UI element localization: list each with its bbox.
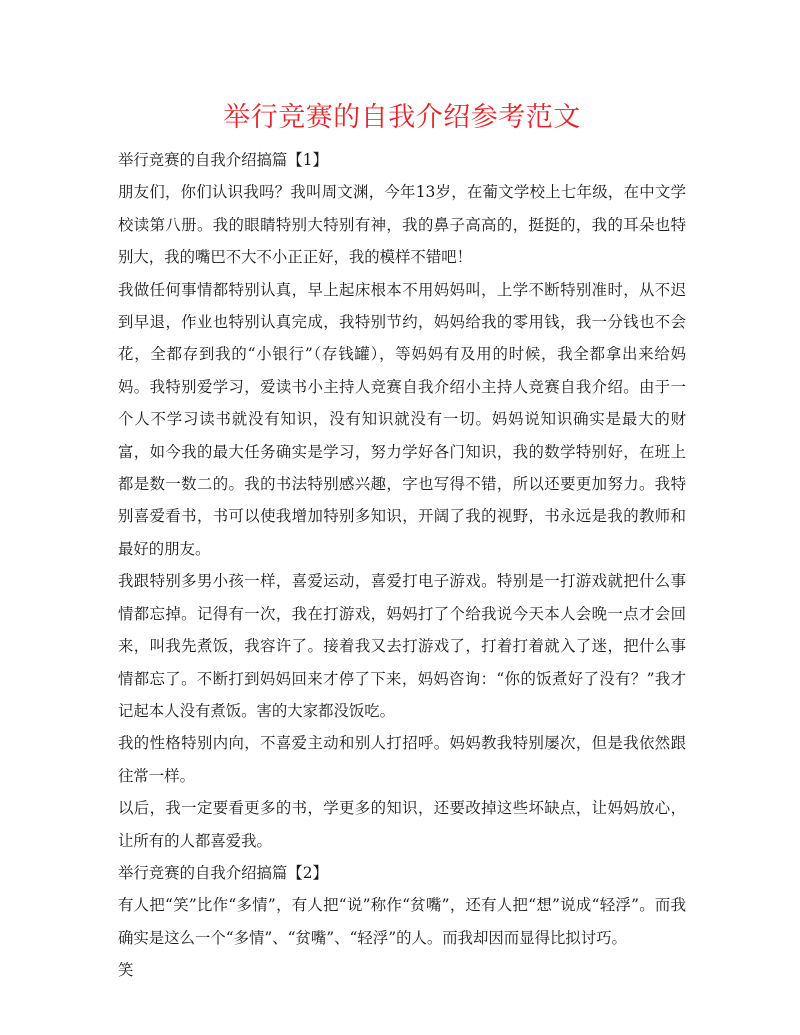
section-heading-2: 举行竞赛的自我介绍搞篇【2】	[118, 863, 328, 882]
paragraph-games: 我跟特别多男小孩一样，喜爱运动，喜爱打电子游戏。特别是一打游戏就把什么事情都忘掉。记得有一次，我在打游戏，妈妈打了个给我说今天本人会晚一点才会回来，叫我先煮饭，我容许了。接着我又去打游戏了，打着打着就入了迷，把什么事情都忘了。不断打到妈妈回来才停了下来，妈妈咨询：“你的饭煮好了没有？”我才记起本人没有煮饭。害的大家都没饭吃。	[118, 572, 686, 720]
paragraph-future: 以后，我一定要看更多的书，学更多的知识，还要改掉这些坏缺点，让妈妈放心，让所有的人都喜爱我。	[118, 799, 686, 850]
section-heading-1: 举行竞赛的自我介绍搞篇【1】	[118, 151, 328, 169]
paragraph-description: 有人把“笑”比作“多情”，有人把“说”称作“贫嘴”，还有人把“想”说成“轻浮”。而我确实是这么一个“多情”、“贫嘴”、“轻浮”的人。而我却因而显得比拟讨巧。	[118, 896, 686, 947]
paragraph-intro: 朋友们，你们认识我吗？我叫周文渊，今年13岁，在葡文学校上七年级，在中文学校读第八册。我的眼睛特别大特别有神，我的鼻子高高的，挺挺的，我的耳朵也特别大，我的嘴巴不大不小正正好，我的模样不错吧！	[118, 183, 686, 267]
document-page	[118, 98, 686, 987]
paragraph-personality: 我的性格特别内向，不喜爱主动和别人打招呼。妈妈教我特别屡次，但是我依然跟往常一样。	[118, 734, 686, 785]
paragraph-habits: 我做任何事情都特别认真，早上起床根本不用妈妈叫，上学不断特别准时，从不迟到早退，作业也特别认真完成，我特别节约，妈妈给我的零用钱，我一分钱也不会花，全都存到我的“小银行”（存钱罐），等妈妈有及用的时候，我全都拿出来给妈妈。我特别爱学习，爱读书小主持人竞赛自我介绍小主持人竞赛自我介绍。由于一个人不学习读书就没有知识，没有知识就没有一切。妈妈说知识确实是最大的财富，如今我的最大任务确实是学习，努力学好各门知识，我的数学特别好，在班上都是数一数二的。我的书法特别感兴趣，字也写得不错，所以还要更加努力。我特别喜爱看书，书可以使我增加特别多知识，开阔了我的视野，书永远是我的教师和最好的朋友。	[118, 280, 686, 558]
document-title: 举行竞赛的自我介绍参考范文	[223, 102, 581, 133]
paragraph-laugh: 笑	[118, 961, 134, 980]
